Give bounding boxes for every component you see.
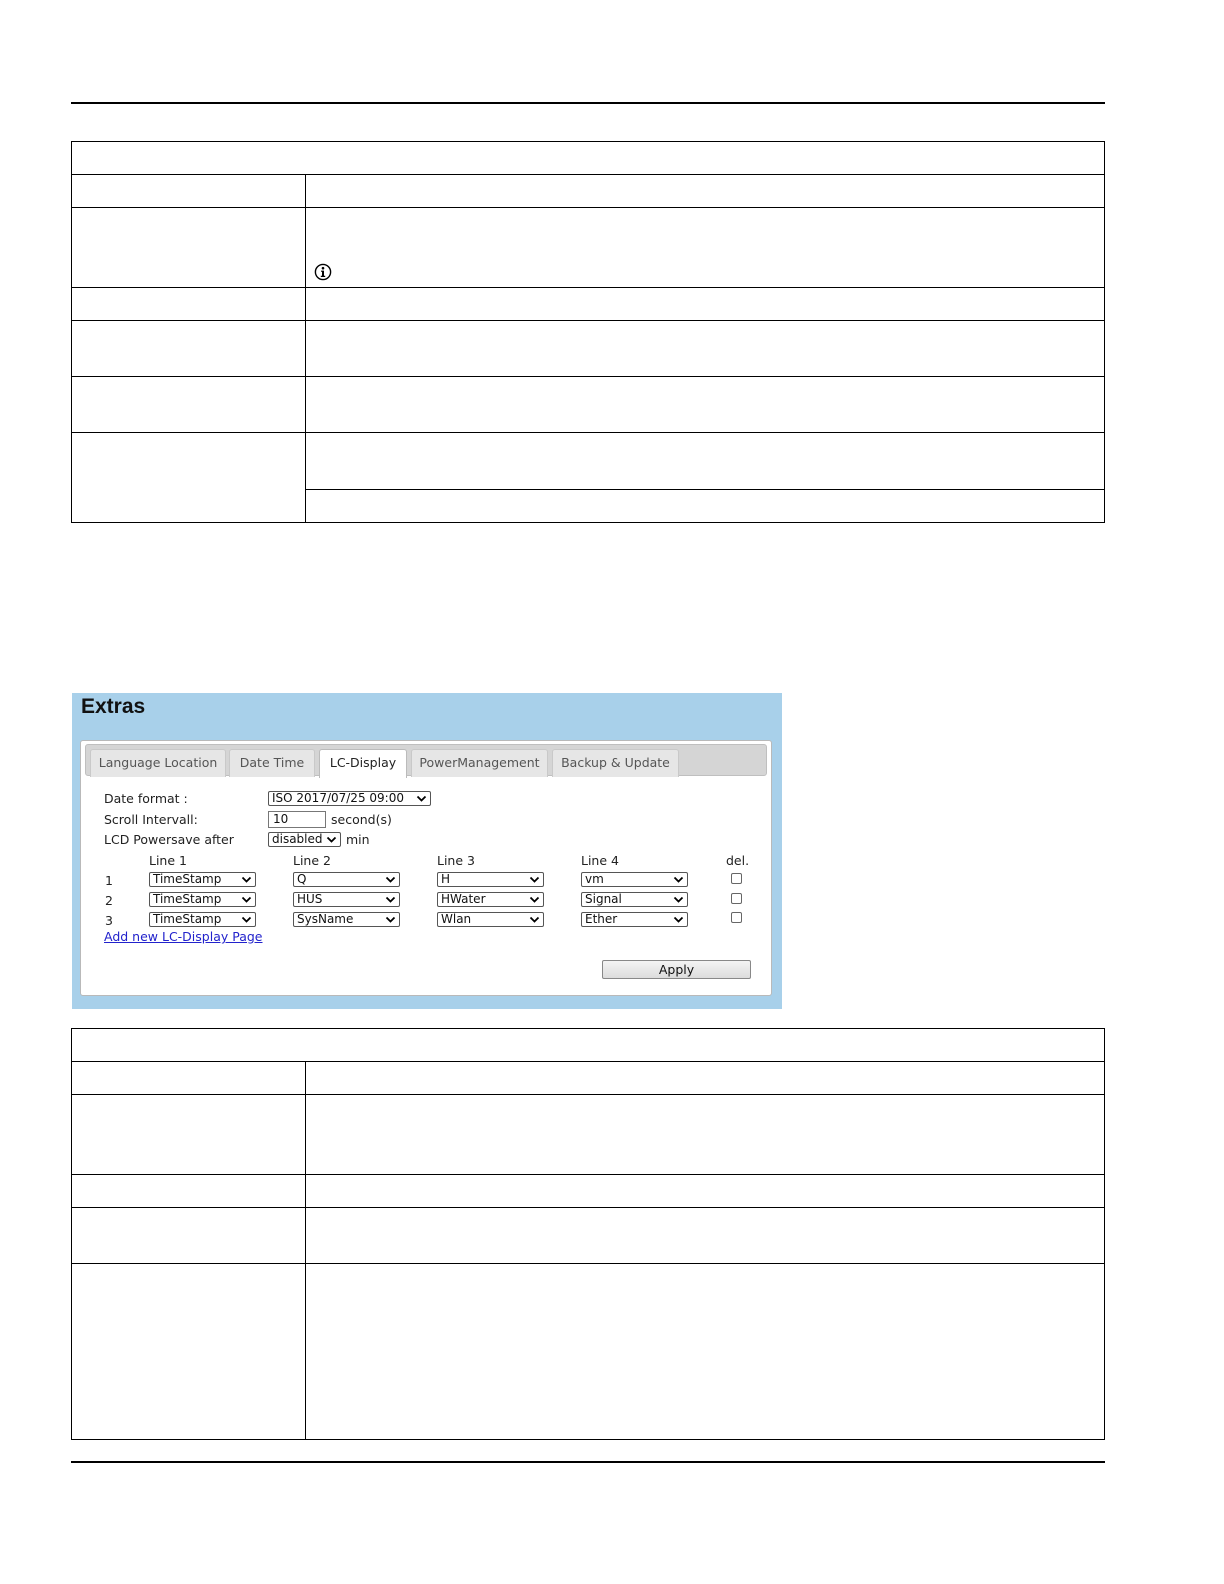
chevron-down-icon bbox=[673, 874, 684, 885]
line-2-select[interactable] bbox=[293, 872, 400, 887]
table-cell bbox=[72, 377, 306, 433]
table-cell bbox=[306, 175, 1105, 208]
select-value: TimeStamp bbox=[153, 912, 222, 926]
select-value: Q bbox=[297, 872, 307, 886]
line-4-select[interactable] bbox=[581, 912, 688, 927]
chevron-down-icon bbox=[529, 894, 540, 905]
table-header-row bbox=[72, 1029, 1105, 1062]
line-1-select[interactable] bbox=[149, 892, 256, 907]
parameter-table-2 bbox=[71, 1028, 1105, 1440]
table-cell bbox=[306, 1062, 1105, 1095]
table-cell bbox=[306, 1095, 1105, 1175]
select-value: HUS bbox=[297, 892, 323, 906]
column-header-line-1: Line 1 bbox=[149, 853, 187, 868]
line-2-select[interactable] bbox=[293, 892, 400, 907]
tab-language-location[interactable]: Language Location bbox=[90, 749, 226, 777]
line-3-select[interactable] bbox=[437, 872, 544, 887]
line-4-select[interactable] bbox=[581, 892, 688, 907]
line-4-select[interactable] bbox=[581, 872, 688, 887]
delete-checkbox[interactable] bbox=[731, 912, 742, 923]
date-format-select[interactable] bbox=[268, 791, 431, 806]
row-number: 1 bbox=[105, 873, 113, 888]
page-title: Extras bbox=[81, 695, 146, 718]
select-value: Signal bbox=[585, 892, 622, 906]
line-1-select[interactable] bbox=[149, 872, 256, 887]
tab-bar bbox=[85, 744, 767, 776]
delete-checkbox[interactable] bbox=[731, 873, 742, 884]
table-cell bbox=[72, 175, 306, 208]
chevron-down-icon bbox=[326, 834, 337, 845]
line-1-select[interactable] bbox=[149, 912, 256, 927]
add-lc-display-page-link[interactable]: Add new LC-Display Page bbox=[104, 929, 263, 944]
chevron-down-icon bbox=[673, 894, 684, 905]
chevron-down-icon bbox=[529, 874, 540, 885]
chevron-down-icon bbox=[385, 914, 396, 925]
chevron-down-icon bbox=[529, 914, 540, 925]
tab-power-management[interactable]: PowerManagement bbox=[411, 749, 548, 777]
chevron-down-icon bbox=[673, 914, 684, 925]
tab-backup-update[interactable]: Backup & Update bbox=[552, 749, 679, 777]
line-2-select[interactable] bbox=[293, 912, 400, 927]
select-value: Wlan bbox=[441, 912, 472, 926]
table-cell bbox=[72, 1175, 306, 1208]
tab-date-time[interactable]: Date Time bbox=[229, 749, 315, 777]
select-value: H bbox=[441, 872, 451, 886]
parameter-table-1 bbox=[71, 141, 1105, 523]
info-circle-icon bbox=[314, 263, 332, 281]
select-value: SysName bbox=[297, 912, 354, 926]
chevron-down-icon bbox=[416, 793, 427, 804]
scroll-interval-unit: second(s) bbox=[331, 812, 392, 827]
table-cell bbox=[72, 433, 306, 523]
table-cell bbox=[306, 321, 1105, 377]
select-value: vm bbox=[585, 872, 604, 886]
table-cell bbox=[72, 321, 306, 377]
select-value: TimeStamp bbox=[153, 872, 222, 886]
settings-card bbox=[80, 740, 772, 996]
table-cell bbox=[72, 208, 306, 288]
date-format-label: Date format : bbox=[104, 791, 188, 806]
chevron-down-icon bbox=[385, 874, 396, 885]
line-3-select[interactable] bbox=[437, 912, 544, 927]
column-header-line-2: Line 2 bbox=[293, 853, 331, 868]
chevron-down-icon bbox=[241, 914, 252, 925]
extras-panel bbox=[72, 693, 782, 1009]
table-cell bbox=[72, 1264, 306, 1440]
header-rule bbox=[71, 102, 1105, 104]
table-cell bbox=[306, 208, 1105, 288]
powersave-select[interactable] bbox=[268, 832, 341, 847]
powersave-label: LCD Powersave after bbox=[104, 832, 234, 847]
table-cell bbox=[72, 288, 306, 321]
table-cell bbox=[72, 1208, 306, 1264]
tab-lc-display[interactable]: LC-Display bbox=[319, 749, 407, 778]
table-cell bbox=[306, 1175, 1105, 1208]
table-cell bbox=[306, 288, 1105, 321]
footer-rule bbox=[71, 1461, 1105, 1463]
table-header-row bbox=[72, 142, 1105, 175]
table-cell bbox=[306, 377, 1105, 433]
table-cell bbox=[306, 490, 1105, 523]
column-header-line-3: Line 3 bbox=[437, 853, 475, 868]
powersave-unit: min bbox=[346, 832, 370, 847]
table-cell bbox=[306, 1208, 1105, 1264]
select-value: HWater bbox=[441, 892, 486, 906]
table-cell bbox=[72, 1062, 306, 1095]
chevron-down-icon bbox=[385, 894, 396, 905]
row-number: 2 bbox=[105, 893, 113, 908]
date-format-value: ISO 2017/07/25 09:00 bbox=[272, 791, 404, 805]
row-number: 3 bbox=[105, 913, 113, 928]
select-value: Ether bbox=[585, 912, 618, 926]
table-cell bbox=[72, 1095, 306, 1175]
powersave-value: disabled bbox=[272, 832, 323, 846]
select-value: TimeStamp bbox=[153, 892, 222, 906]
chevron-down-icon bbox=[241, 894, 252, 905]
line-3-select[interactable] bbox=[437, 892, 544, 907]
delete-checkbox[interactable] bbox=[731, 893, 742, 904]
chevron-down-icon bbox=[241, 874, 252, 885]
table-cell bbox=[306, 1264, 1105, 1440]
column-header-delete: del. bbox=[726, 853, 750, 868]
scroll-interval-input[interactable]: 10 bbox=[268, 811, 326, 828]
column-header-line-4: Line 4 bbox=[581, 853, 619, 868]
scroll-interval-label: Scroll Intervall: bbox=[104, 812, 198, 827]
table-cell bbox=[306, 433, 1105, 490]
apply-button[interactable]: Apply bbox=[602, 960, 751, 979]
